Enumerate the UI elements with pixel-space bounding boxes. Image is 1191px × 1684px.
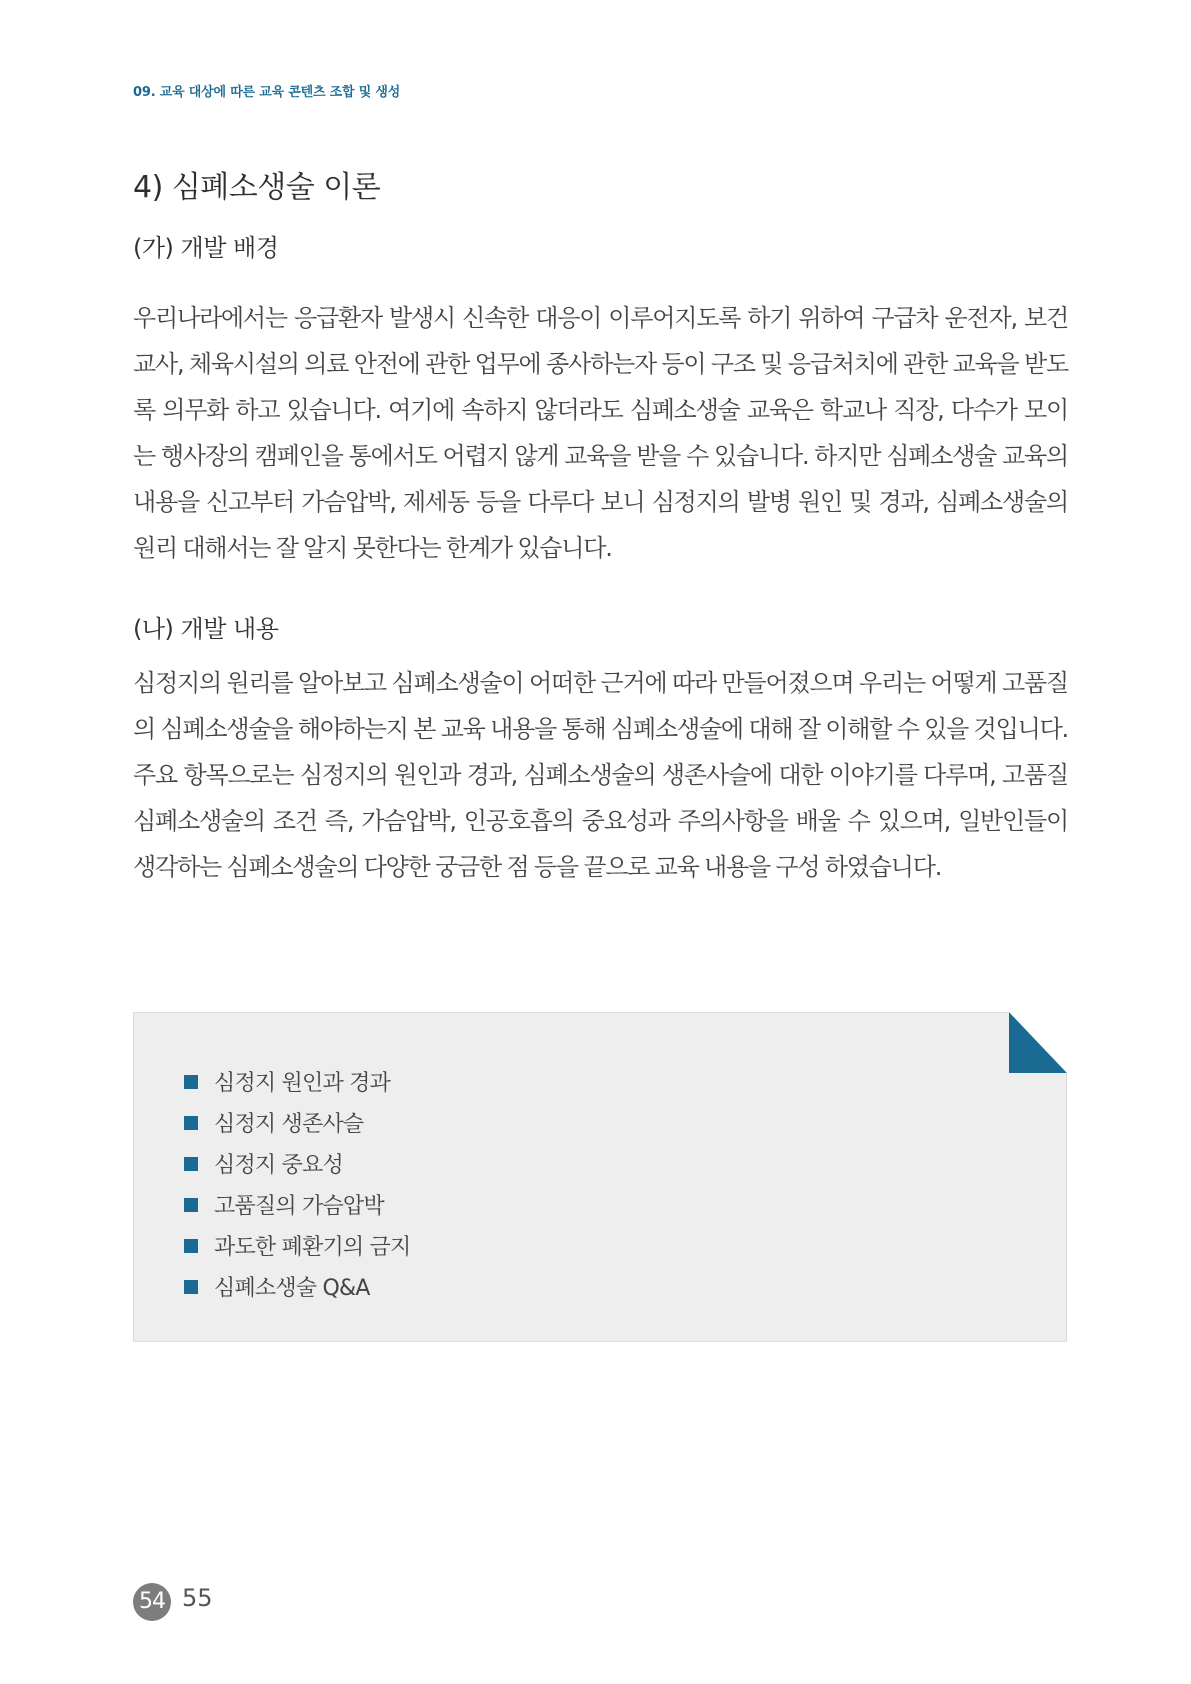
- list-item-label: 심정지 중요성: [214, 1153, 343, 1178]
- square-bullet-icon: [184, 1198, 198, 1212]
- list-item-label: 고품질의 가슴압박: [214, 1194, 384, 1219]
- square-bullet-icon: [184, 1239, 198, 1253]
- list-item: [184, 1266, 410, 1307]
- running-header: 09. 교육 대상에 따른 교육 콘텐츠 조합 및 생성: [133, 85, 401, 100]
- summary-list: [184, 1061, 410, 1307]
- page-number-right: 55: [182, 1584, 213, 1612]
- page-number-left-badge: 54: [133, 1583, 171, 1621]
- list-item: [184, 1061, 410, 1102]
- subsection-heading-content: (나) 개발 내용: [133, 615, 279, 643]
- summary-box: [133, 1012, 1067, 1342]
- list-item: [184, 1225, 410, 1266]
- square-bullet-icon: [184, 1157, 198, 1171]
- corner-fold-icon: [1009, 1012, 1067, 1073]
- list-item: [184, 1143, 410, 1184]
- list-item-label: 심폐소생술 Q&A: [214, 1276, 370, 1301]
- subsection-heading-background: (가) 개발 배경: [133, 234, 279, 262]
- subsection-body-background: 우리나라에서는 응급환자 발생시 신속한 대응이 이루어지도록 하기 위하여 구급차 운전자, 보건교사, 체육시설의 의료 안전에 관한 업무에 종사하는자 등이 구조 및 응급처치에 관한 교육을 받도록 의무화 하고 있습니다. 여기에 속하지 않더라도 심폐소생술 교육은 학교나 직장, 다수가 모이는 행사장의 캠페인을 통에서도 어렵지 않게 교육을 받을 수 있습니다. 하지만 심폐소생술 교육의 내용을 신고부터 가슴압박, 제세동 등을 다루다 보니 심정지의 발병 원인 및 경과, 심폐소생술의 원리 대해서는 잘 알지 못한다는 한계가 있습니다.: [133, 304, 1068, 562]
- subsection-body-content: 심정지의 원리를 알아보고 심폐소생술이 어떠한 근거에 따라 만들어졌으며 우리는 어떻게 고품질의 심폐소생술을 해야하는지 본 교육 내용을 통해 심폐소생술에 대해 잘 이해할 수 있을 것입니다. 주요 항목으로는 심정지의 원인과 경과, 심폐소생술의 생존사슬에 대한 이야기를 다루며, 고품질 심폐소생술의 조건 즉, 가슴압박, 인공호흡의 중요성과 주의사항을 배울 수 있으며, 일반인들이 생각하는 심폐소생술의 다양한 궁금한 점 등을 끝으로 교육 내용을 구성 하였습니다.: [133, 669, 1068, 881]
- square-bullet-icon: [184, 1116, 198, 1130]
- square-bullet-icon: [184, 1280, 198, 1294]
- section-title: 4) 심폐소생술 이론: [133, 170, 381, 205]
- list-item-label: 심정지 생존사슬: [214, 1112, 364, 1137]
- square-bullet-icon: [184, 1075, 198, 1089]
- list-item: [184, 1102, 410, 1143]
- list-item: [184, 1184, 410, 1225]
- list-item-label: 과도한 폐환기의 금지: [214, 1235, 411, 1260]
- list-item-label: 심정지 원인과 경과: [214, 1071, 391, 1096]
